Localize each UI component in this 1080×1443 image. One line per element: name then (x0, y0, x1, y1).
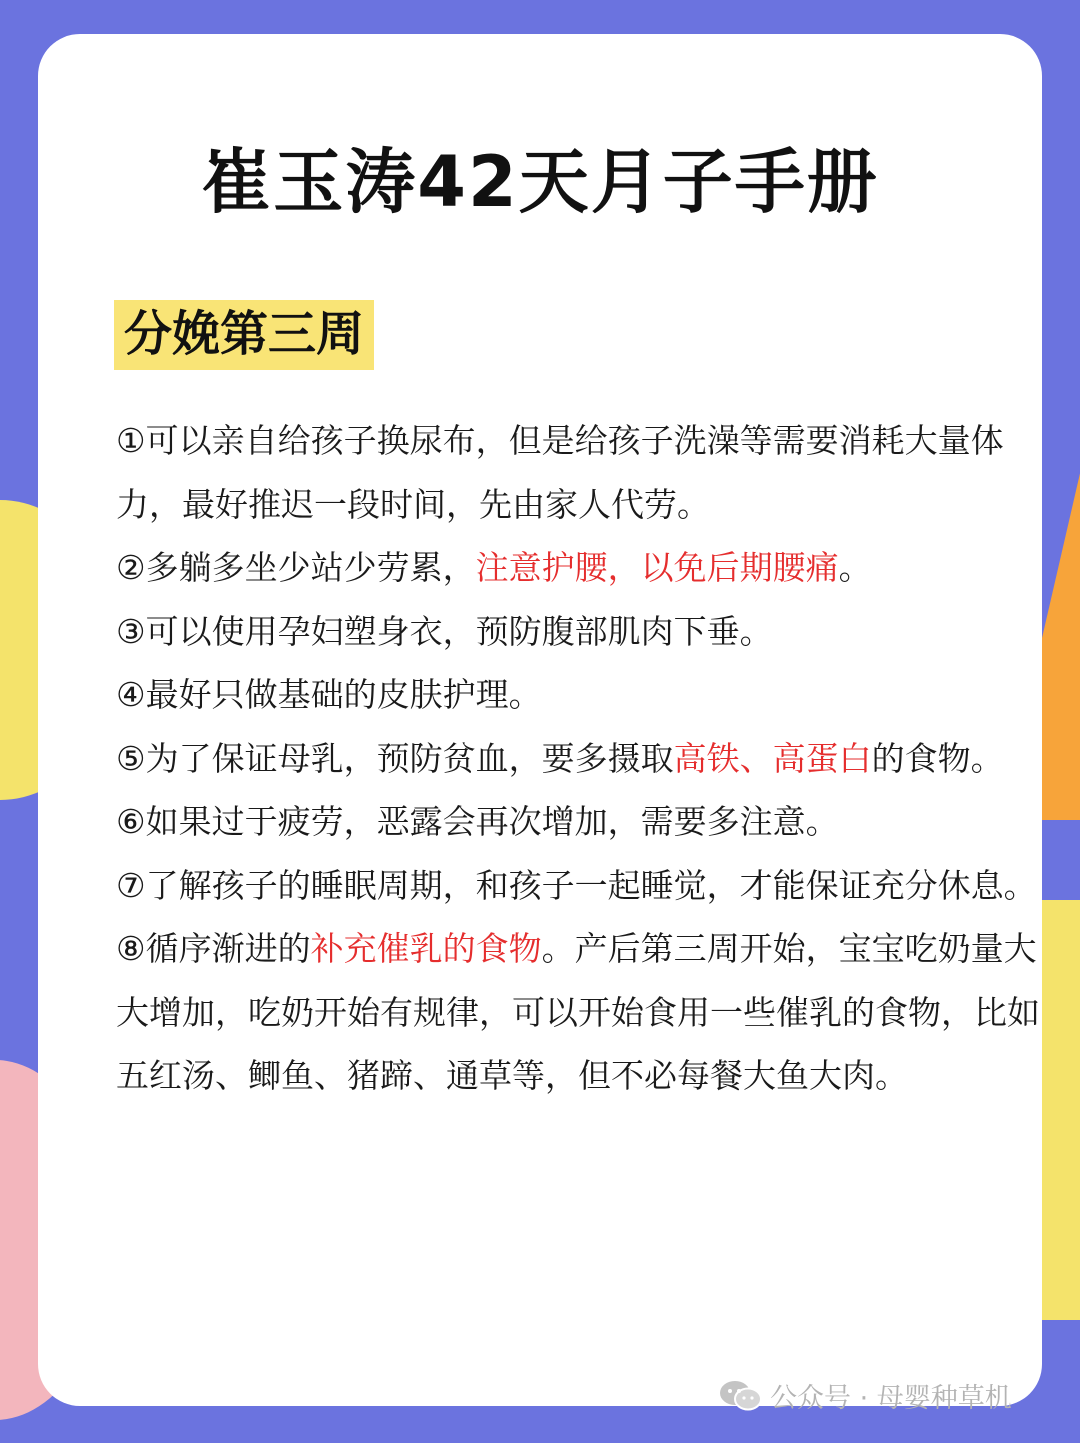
tip-item (116, 790, 1046, 854)
tip-text: 。产后第三周开始，宝宝吃奶量大大增加，吃奶开始有规律，可以开始食用一些催乳的食物，比如五红汤、鲫鱼、猪蹄、通草等，但不必每餐大鱼大肉。 (116, 929, 1040, 1095)
footer-watermark (718, 1376, 1012, 1415)
tip-highlight: 高铁、高蛋白 (673, 738, 872, 778)
footer-text: 公众号 · 母婴种草机 (770, 1383, 1012, 1414)
wechat-icon (718, 1380, 764, 1412)
tip-text: ④最好只做基础的皮肤护理。 (116, 675, 542, 714)
tip-text: ③可以使用孕妇塑身衣，预防腹部肌肉下垂。 (116, 611, 773, 651)
tip-text: ①可以亲自给孩子换尿布，但是给孩子洗澡等需要消耗大量体力，最好推迟一段时间，先由家人代劳。 (116, 421, 1004, 524)
tip-item (116, 536, 1046, 600)
content-card (38, 34, 1042, 1406)
tip-highlight: 补充催乳的食物 (310, 929, 542, 968)
tip-text: ⑧循序渐进的 (116, 929, 311, 968)
tip-item (116, 409, 1046, 536)
tip-text: ⑤为了保证母乳，预防贫血，要多摄取 (116, 738, 674, 778)
tip-highlight: 注意护腰，以免后期腰痛 (475, 548, 839, 587)
tip-item (116, 917, 1046, 1108)
tip-text: ⑦了解孩子的睡眠周期，和孩子一起睡觉，才能保证充分休息。 (116, 865, 1037, 905)
section-label: 分娩第三周 (114, 300, 374, 370)
tip-item (116, 663, 1046, 727)
tip-text: ②多躺多坐少站少劳累， (116, 548, 476, 587)
page-title: 崔玉涛42天月子手册 (201, 141, 879, 223)
tips-list (116, 409, 1046, 1108)
tip-text: 的食物。 (871, 738, 1004, 778)
tip-item (116, 727, 1046, 791)
tip-item (116, 600, 1046, 664)
tip-text: ⑥如果过于疲劳，恶露会再次增加，需要多注意。 (116, 802, 839, 841)
tip-item (116, 854, 1046, 918)
tip-text: 。 (838, 548, 872, 587)
